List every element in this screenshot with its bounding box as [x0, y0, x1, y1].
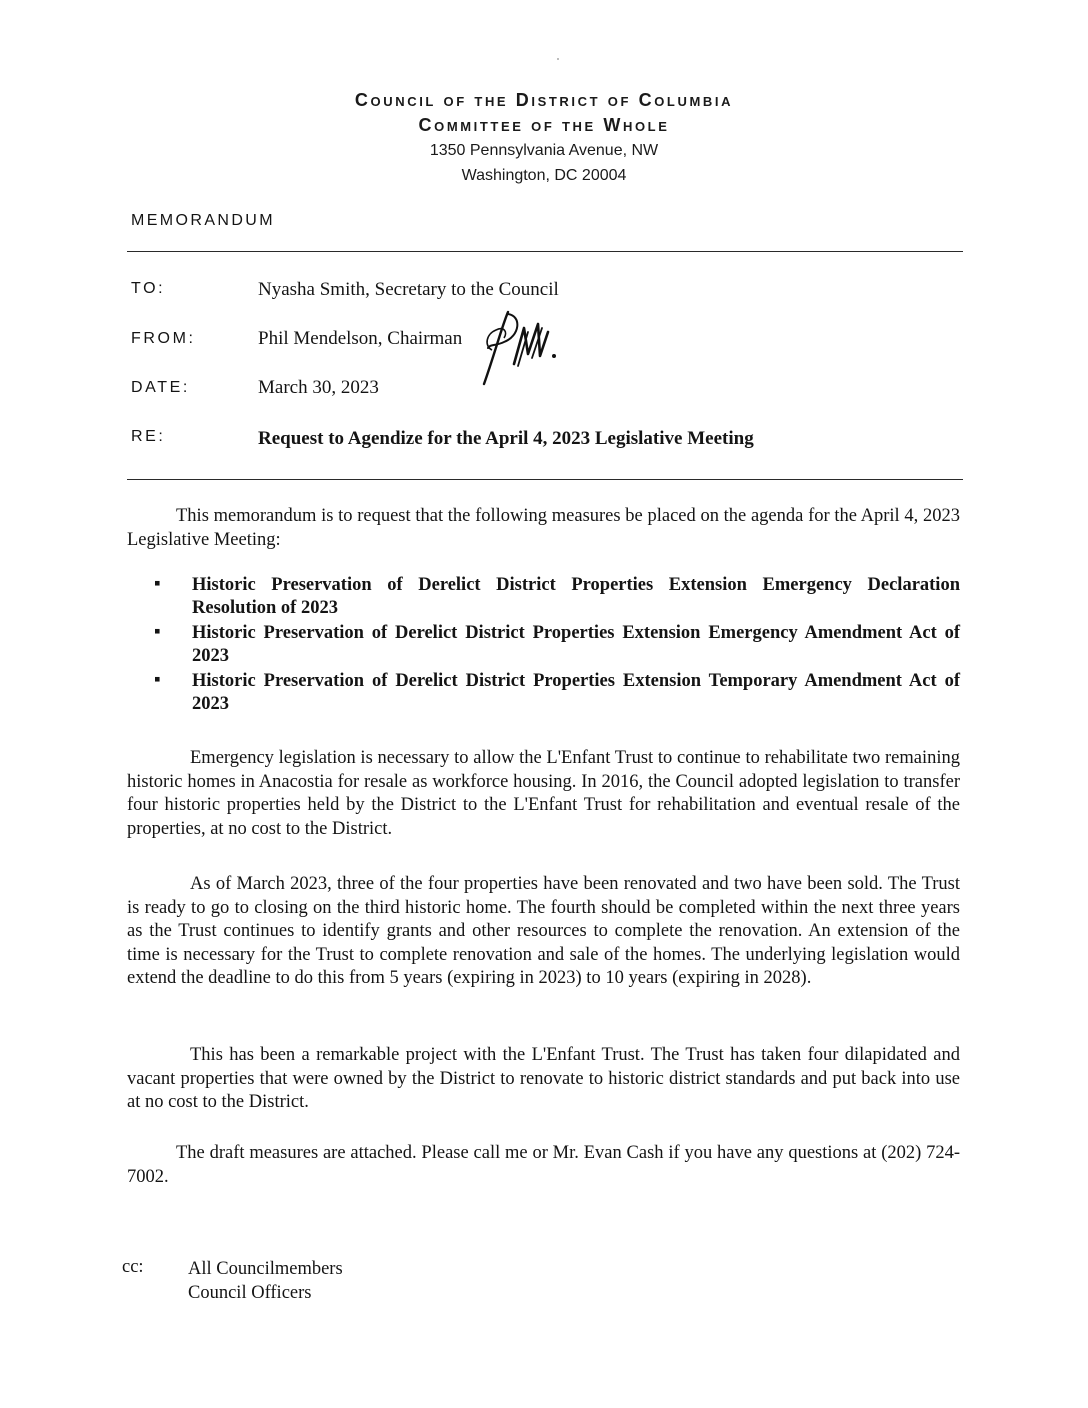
- letterhead-org: Council of the District of Columbia: [354, 90, 734, 110]
- from-label: FROM:: [131, 330, 196, 347]
- cc-recipients: [188, 1257, 343, 1305]
- paragraph-contact: The draft measures are attached. Please call me or Mr. Evan Cash if you have any questions at (202) 724-7002.: [127, 1143, 960, 1187]
- scan-speck: [557, 58, 559, 60]
- bullet-icon: ▪: [154, 622, 161, 642]
- intro-paragraph: This memorandum is to request that the following measures be placed on the agenda for the April 4, 2023 Legislative Meeting:: [127, 506, 960, 550]
- cc-recipient: All Councilmembers: [188, 1259, 343, 1279]
- to-value: Nyasha Smith, Secretary to the Council: [258, 279, 559, 300]
- memo-title: MEMORANDUM: [131, 212, 275, 229]
- measure-title: Historic Preservation of Derelict District Properties Extension Emergency Declaration Resolution of 2023: [192, 575, 960, 618]
- paragraph-emergency: Emergency legislation is necessary to allow the L'Enfant Trust to continue to rehabilitate two remaining historic homes in Anacostia for resale as workforce housing. In 2016, the Council adopted legislation to transfer four historic properties held by the District to the L'Enfant Trust for rehabilitation and eventual resale of the properties, at no cost to the District.: [127, 748, 960, 839]
- paragraph-project: This has been a remarkable project with the L'Enfant Trust. The Trust has taken four dilapidated and vacant properties that were owned by the District to renovate to historic district standards and put back into use at no cost to the District.: [127, 1045, 960, 1112]
- cc-recipient: Council Officers: [188, 1283, 312, 1303]
- date-value: March 30, 2023: [258, 377, 379, 398]
- header-bottom-rule: [127, 479, 963, 480]
- list-item: [152, 622, 960, 668]
- letterhead-address-line2: Washington, DC 20004: [461, 167, 627, 184]
- measures-list: [152, 574, 960, 718]
- letterhead-committee: Committee of the Whole: [418, 115, 670, 135]
- handwritten-signature-icon: [478, 306, 568, 390]
- re-label: RE:: [131, 428, 166, 445]
- from-value: Phil Mendelson, Chairman: [258, 328, 463, 349]
- letterhead-address-line1: 1350 Pennsylvania Avenue, NW: [429, 142, 659, 159]
- letterhead: [0, 88, 1088, 188]
- paragraph-status: As of March 2023, three of the four properties have been renovated and two have been sold. The Trust is ready to go to closing on the third historic home. The fourth should be completed within the next three years as the Trust continues to identify grants and other resources to complete the renovation. An extension of the time is necessary for the Trust to complete renovation and sale of the homes. The underlying legislation would extend the deadline to do this from 5 years (expiring in 2023) to 10 years (expiring in 2028).: [127, 874, 960, 988]
- measure-title: Historic Preservation of Derelict District Properties Extension Temporary Amendment Act of 2023: [192, 671, 960, 714]
- to-label: TO:: [131, 280, 166, 297]
- bullet-icon: ▪: [154, 670, 161, 690]
- header-top-rule: [127, 251, 963, 252]
- cc-label: cc:: [122, 1257, 144, 1277]
- list-item: [152, 670, 960, 716]
- list-item: [152, 574, 960, 620]
- date-label: DATE:: [131, 379, 190, 396]
- re-value: Request to Agendize for the April 4, 2023 Legislative Meeting: [258, 428, 754, 449]
- measure-title: Historic Preservation of Derelict District Properties Extension Emergency Amendment Act of 2023: [192, 623, 960, 666]
- bullet-icon: ▪: [154, 574, 161, 594]
